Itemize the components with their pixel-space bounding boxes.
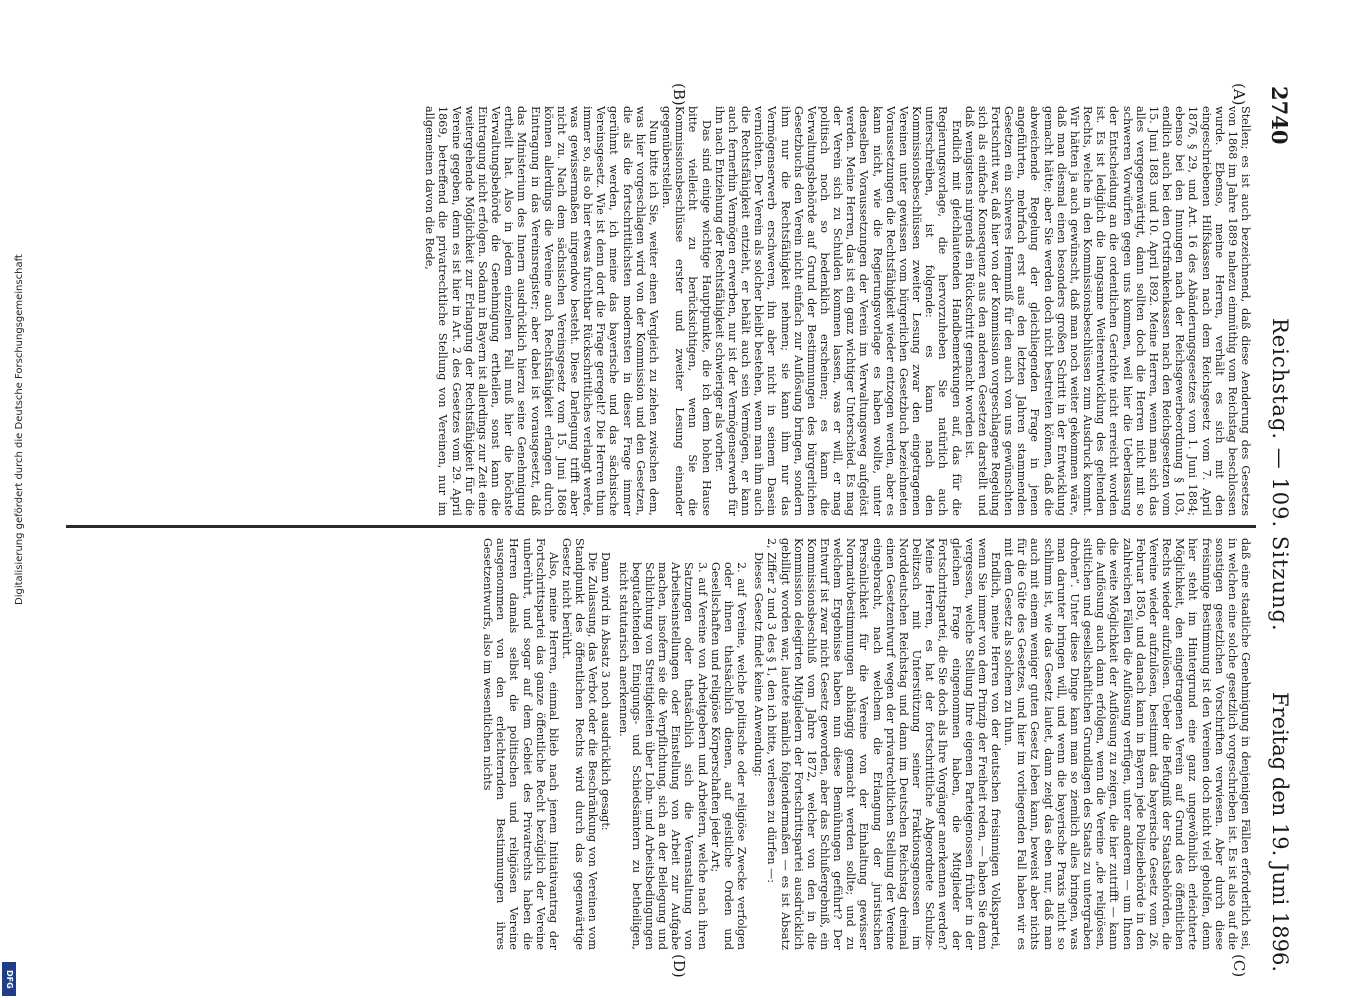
margin-marker-c: (C): [1230, 954, 1248, 978]
rotated-page: [60, 78, 1300, 978]
margin-marker-d: (D): [670, 954, 688, 978]
paragraph: Endlich, meine Herren von der deutschen freisinnigen Volkspartei, wenn Sie immer von dem Prinzip der Freiheit reden, — haben Sie denn vergessen, welche Stellung Ihre eigenen Parteigenossen früher in der gleichen Frage eingenommen haben, die Mitglieder der Fortschrittspartei, die Sie doch als Ihre Vorgänger anerkennen werden? Meine Herren, es hat der fortschrittliche Abgeordnete Schulze-Delitzsch mit Unterstützung seiner Fraktionsgenossen im Norddeutschen Reichstag und dann im Deutschen Reichstag dreimal einen Gesetzentwurf wegen der privatrechtlichen Stellung der Vereine eingebracht, nach welchem die Erlangung der juristischen Persönlichkeit für die Vereine von der Einhaltung gewisser Normativbestimmungen abhängig gemacht werden sollte; und zu welchem Ergebnisse haben nun diese Bemühungen geführt? Der Entwurf ist zwar nicht Gesetz geworden, aber das Schlußergebniß, ein Kommissionsbeschluß vom Jahre 1872, welcher von den in die Kommission delegirten Mitgliedern der Fortschrittspartei ausdrücklich gebilligt worden war, lautete nämlich folgendermaßen — es ist Absatz 2, Ziffer 2 und 3 des § 1, den ich bitte, verlesen zu dürfen —:: [765, 538, 1003, 950]
digitization-footer: [0, 0, 25, 1000]
paragraph: daß eine staatliche Genehmigung in denjenigen Fällen erforderlich sei, in welchen eine solche gesetzlich vorgeschrieben ist. Es ist also auf die sonstigen gesetzlichen Vorschriften verwiesen. Aber durch diese freisinnige Bestimmung ist den Vereinen doch nicht viel geholfen, denn hier steht im Hintergrund eine ganz ungewöhnlich erleichterte Möglichkeit, den eingetragenen Verein auf Grund des öffentlichen Rechts wieder aufzulösen. Ueber die Befugniß der Staatsbehörden, die Vereine wieder aufzulösen, bestimmt das bayerische Gesetz vom 26. Februar 1850, und danach kann in Bayern jede Polizeibehörde in den zahlreichen Fällen die Auflösung verfügen, unter anderem — um Ihnen die weite Möglichkeit der Auflösung zu zeigen, die hier zutrifft — kann die Auflösung auch dann erfolgen, wenn die Vereine „die religiösen, sittlichen und gesellschaftlichen Grundlagen des Staats zu untergraben drohen“. Unter diese Dinge kann man so ziemlich alles bringen, was man darunter bringen will, und wenn die bayerische Praxis nicht so schlimm ist, wie das Gesetz lautet, dann zeigt das eben nur, daß man auch mit einem weniger guten Gesetz leben kann, beweist aber nichts für die Güte des Gesetzes, und hier im vorliegenden Fall haben wir es mit dem Gesetz als solchem zu thun.: [1002, 538, 1252, 950]
margin-marker-a: (A): [1230, 83, 1248, 106]
list-item: 2. auf Vereine, welche politische oder religiöse Zwecke verfolgen oder ihnen thatsächlich dienen, auf geistliche Orden und Gesellschaften und religiöse Körperschaften jeder Art;: [708, 562, 749, 950]
session-title: Reichstag. — 109. Sitzung.: [1268, 318, 1292, 632]
paragraph: Stellen; es ist auch bezeichnend, daß diese Aenderung des Gesetzes von 1868 im Jahre 1889 nahezu einmüthig vom Reichstag beschlossen wurde. Ebenso, meine Herren, verhält es sich mit den eingeschriebenen Hilfskassen nach dem Reichsgesetz vom 7. April 1876, § 29, und Art. 16 des Abänderungsgesetzes vom 1. Juni 1884; ebenso bei den Innungen nach der Reichsgewerbeordnung § 103, endlich auch bei den Ortsfrankenkassen nach den Reichsgesetzen vom 15. Juni 1883 und 10. April 1892. Meine Herren, wenn man sich das alles vergegenwärtigt, dann sollten doch die Herren nicht mit so schweren Vorwürfen gegen uns kommen, weil hier die Ueberlassung der Entscheidung an die ordentlichen Gerichte nicht erreicht worden ist. Es ist lediglich die langsame Weiterentwicklung des geltenden Rechts, welche in den Kommissionsbeschlüssen zum Ausdruck kommt. Wir hätten ja auch gewünscht, daß man noch weiter gekommen wäre, daß man diesmal einen besonders großen Schritt in der Entwicklung gemacht hätte; aber Sie werden doch nicht bestreiten können, daß die abweichende Regelung der gleichliegenden Frage in jenen angeführten, mehrfach erst aus den letzten Jahren stammenden Gesetzen ein schweres Hemmniß für den auch von uns gewünschten Fortschritt war, daß hier von der Kommission vorgeschlagene Regelung sich als einfache Konsequenz aus den anderen Gesetzen darstellt und daß wenigstens nirgends ein Rückschritt gemacht worden ist.: [962, 106, 1252, 516]
session-date: Freitag den 19. Juni 1896.: [1268, 692, 1292, 972]
left-column: [67, 106, 1252, 516]
list-item: 3. auf Vereine von Arbeitgebern und Arbeitern, welche nach ihren Satzungen oder thatsächlich sich die Veranstaltung von Arbeitseinstellungen oder Einstellung von Arbeit zur Aufgabe machen, insofern sie die Verpflichtung, sich an der Beilegung und Schlichtung von Streitigkeiten über Lohn- und Arbeitsbedingungen begutachtenden Einigungs- und Schiedsämtern zu betheiligen, nicht statutarisch anerkennen.: [616, 562, 709, 950]
column-divider: [66, 525, 1256, 528]
paragraph: Also, meine Herren, einmal blieb nach jenem Initiativantrag der Fortschrittspartei das ganze öffentliche Recht bezüglich der Vereine unberührt, und sogar auf dem Gebiet des Privatrechts haben die Herren damals selbst die politischen und religiösen Vereine ausgenommen von den erleichternden Bestimmungen ihres Gesetzentwurfs, also im wesentlichen nichts: [481, 538, 560, 950]
right-column: [67, 538, 1252, 950]
page-number: 2740: [1267, 86, 1292, 145]
dfg-logo: DFG: [2, 962, 16, 996]
paragraph: Dieses Gesetz findet keine Anwendung:: [752, 552, 766, 777]
margin-marker-b: (B): [670, 83, 688, 106]
page-header: [1256, 78, 1300, 978]
quoted-list: [617, 562, 749, 950]
paragraph: Dann wird in Absatz 3 noch ausdrücklich gesagt:: [599, 552, 613, 831]
paragraph: Das sind einige wichtige Hauptpunkte, die ich dem hohen Hause bitte vielleicht zu berücksichtigen, wenn Sie die Kommissionsbeschlüsse erster und zweiter Lesung einander gegenüberstellen.: [660, 106, 713, 516]
paragraph: Endlich mit gleichlautenden Handbemerkungen auf, das für die Regierungsvorlage, die hervorzuheben Sie natürlich auch unterschreiben, ist folgende: es kann nach den Kommissionsbeschlüssen zweiter Lesung zwar den eingetragenen Vereinen unter gewissen vom bürgerlichen Gesetzbuch bezeichneten Voraussetzungen die Rechtsfähigkeit wieder entzogen werden, aber es kann nicht, wie die Regierungsvorlage es haben wollte, unter denselben Voraussetzungen der Verein im Verwaltungsweg aufgelöst werden. Meine Herren, das ist ein ganz wichtiger Unterschied. Es mag der Verein sich zu Schulden kommen lassen, was er will, er mag politisch noch so bedenklich erscheinen; es kann die Verwaltungsbehörde auf Grund der Bestimmungen des bürgerlichen Gesetzbuchs den Verein nicht einfach zur Auflösung bringen, sondern ihm nur die Rechtsfähigkeit nehmen; sie kann ihm nur das Vermögenserwerb erschweren, ihn aber nicht in seinem Dasein vernichten. Der Verein als solcher bleibt bestehen, wenn man ihm auch die Rechtsfähigkeit entzieht, er behält auch sein Vermögen, er kann auch fernerhin Vermögen erwerben, nur ist der Vermögenserwerb für ihn nach Entziehung der Rechtsfähigkeit schwieriger als vorher.: [712, 106, 963, 516]
paragraph: Die Zulassung, das Verbot oder die Beschränkung von Vereinen vom Standpunkt des öffentlichen Rechts wird durch das gegenwärtige Gesetz nicht berührt.: [560, 538, 600, 950]
paragraph: Nun bitte ich Sie, weiter einen Vergleich zu ziehen zwischen dem, was hier vorgeschlagen wird von der Kommission und den Gesetzen, die als die fortschrittlichsten modernsten in dieser Frage immer gerühmt werden, ich meine das bayerische und das sächsische Vereinsgesetz. Wie ist denn dort die Frage geregelt? Die Herren thun immer so, als ob hier etwas furchtbar Rückschrittliches verlangt werde, was gewissermaßen nirgendwo besteht. Diese Darlegung trifft aber nicht zu. Nach dem sächsischen Vereinsgesetz vom 15. Juni 1868 können allerdings die Vereine auch Rechtsfähigkeit erlangen durch Eintragung in das Vereinsregister; aber dabei ist vorausgesetzt, daß das Ministerium des Innern ausdrücklich hierzu seine Genehmigung ertheilt hat. Also in jedem einzelnen Fall muß hier die höchste Verwaltungsbehörde die Genehmigung ertheilen, sonst kann die Eintragung nicht erfolgen. Sodann in Bayern ist allerdings zur Zeit eine weitergehende Möglichkeit zur Erlangung der Rechtsfähigkeit für die Vereine gegeben, denn es ist hier in Art. 2 des Gesetzes vom 29. April 1869, betreffend die privatrechtliche Stellung von Vereinen, nur im allgemeinen davon die Rede,: [423, 106, 660, 516]
funding-note: Digitalisierung gefördert durch die Deutsche Forschungsgemeinschaft: [14, 254, 25, 605]
